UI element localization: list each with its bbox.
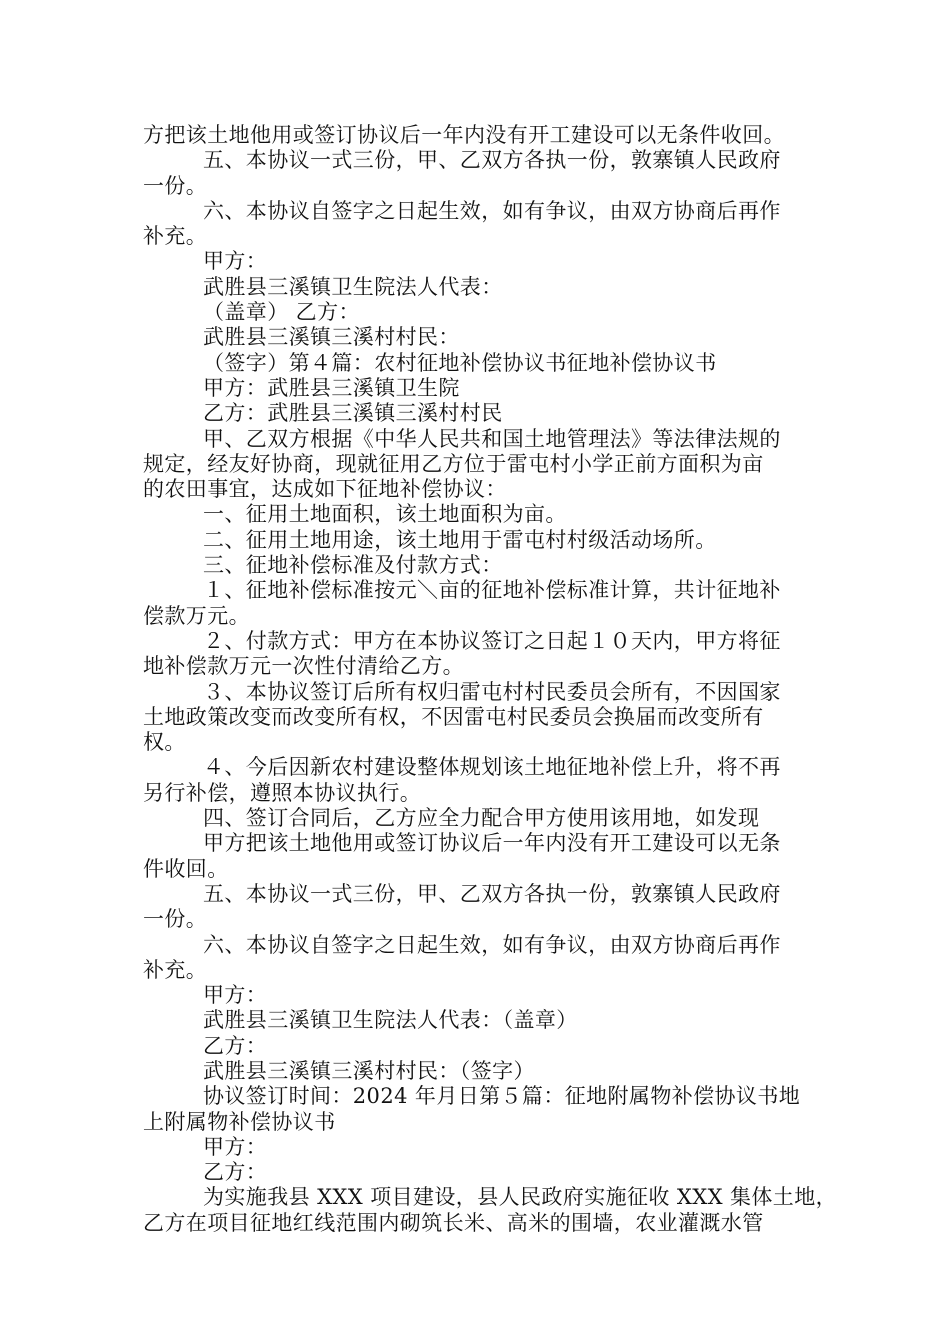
text-line: 二、征用土地用途，该土地用于雷屯村村级活动场所。 (203, 527, 717, 552)
text-line: 武胜县三溪镇卫生院法人代表：（盖章） (203, 1008, 578, 1033)
text-line: ４、今后因新农村建设整体规划该土地征地补偿上升，将不再 (203, 755, 781, 780)
text-line: 三、征地补偿标准及付款方式： (203, 553, 503, 578)
text-line: ２、付款方式：甲方在本协议签订之日起１０天内，甲方将征 (203, 628, 781, 653)
text-line: 乙方：武胜县三溪镇三溪村村民 (203, 401, 503, 426)
text-line: （盖章） 乙方： (203, 300, 360, 325)
text-line: 补充。 (143, 957, 208, 982)
text-line: 武胜县三溪镇卫生院法人代表： (203, 274, 503, 299)
text-line: 五、本协议一式三份，甲、乙双方各执一份，敦寨镇人民政府 (203, 148, 781, 173)
text-line: 一份。 (143, 907, 208, 932)
text-line: 为实施我县 XXX 项目建设，县人民政府实施征收 XXX 集体土地， (203, 1185, 837, 1210)
text-line: 甲方： (203, 249, 268, 274)
text-line: 武胜县三溪镇三溪村村民：（签字） (203, 1058, 535, 1083)
text-line: 另行补偿，遵照本协议执行。 (143, 780, 422, 805)
text-line: 权。 (143, 730, 186, 755)
text-line: 乙方： (203, 1033, 268, 1058)
text-line: 乙方在项目征地红线范围内砌筑长米、高米的围墙，农业灌溉水管 (143, 1210, 764, 1235)
text-line: １、征地补偿标准按元＼亩的征地补偿标准计算，共计征地补 (203, 578, 781, 603)
text-line: 地补偿款万元一次性付清给乙方。 (143, 654, 464, 679)
text-line: 甲方： (203, 983, 268, 1008)
text-line: 一份。 (143, 173, 208, 198)
text-line: 六、本协议自签字之日起生效，如有争议，由双方协商后再作 (203, 932, 781, 957)
text-line: 一、征用土地面积，该土地面积为亩。 (203, 502, 567, 527)
text-line: 偿款万元。 (143, 603, 250, 628)
text-line: 补充。 (143, 224, 208, 249)
text-line: 甲方： (203, 1134, 268, 1159)
text-line: 四、签订合同后，乙方应全力配合甲方使用该用地，如发现 (203, 806, 760, 831)
text-line: 件收回。 (143, 856, 229, 881)
text-line: 协议签订时间：2024 年月日第５篇：征地附属物补偿协议书地 (203, 1084, 801, 1109)
text-line: 方把该土地他用或签订协议后一年内没有开工建设可以无条件收回。 (143, 123, 785, 147)
text-line: 武胜县三溪镇三溪村村民： (203, 325, 460, 350)
text-line: 甲、乙双方根据《中华人民共和国土地管理法》等法律法规的 (203, 426, 781, 451)
text-line: 甲方：武胜县三溪镇卫生院 (203, 375, 460, 400)
text-line: 的农田事宜，达成如下征地补偿协议： (143, 477, 507, 502)
text-line: 规定，经友好协商，现就征用乙方位于雷屯村小学正前方面积为亩 (143, 451, 764, 476)
text-line: 乙方： (203, 1160, 268, 1185)
text-line: 土地政策改变而改变所有权，不因雷屯村民委员会换届而改变所有 (143, 704, 764, 729)
text-line: 上附属物补偿协议书 (143, 1109, 336, 1134)
text-line: （签字）第４篇：农村征地补偿协议书征地补偿协议书 (203, 350, 717, 375)
text-line: 甲方把该土地他用或签订协议后一年内没有开工建设可以无条 (203, 831, 781, 856)
text-line: 五、本协议一式三份，甲、乙双方各执一份，敦寨镇人民政府 (203, 881, 781, 906)
text-line: ３、本协议签订后所有权归雷屯村村民委员会所有，不因国家 (203, 679, 781, 704)
document-body (143, 123, 837, 1236)
text-line: 六、本协议自签字之日起生效，如有争议，由双方协商后再作 (203, 198, 781, 223)
